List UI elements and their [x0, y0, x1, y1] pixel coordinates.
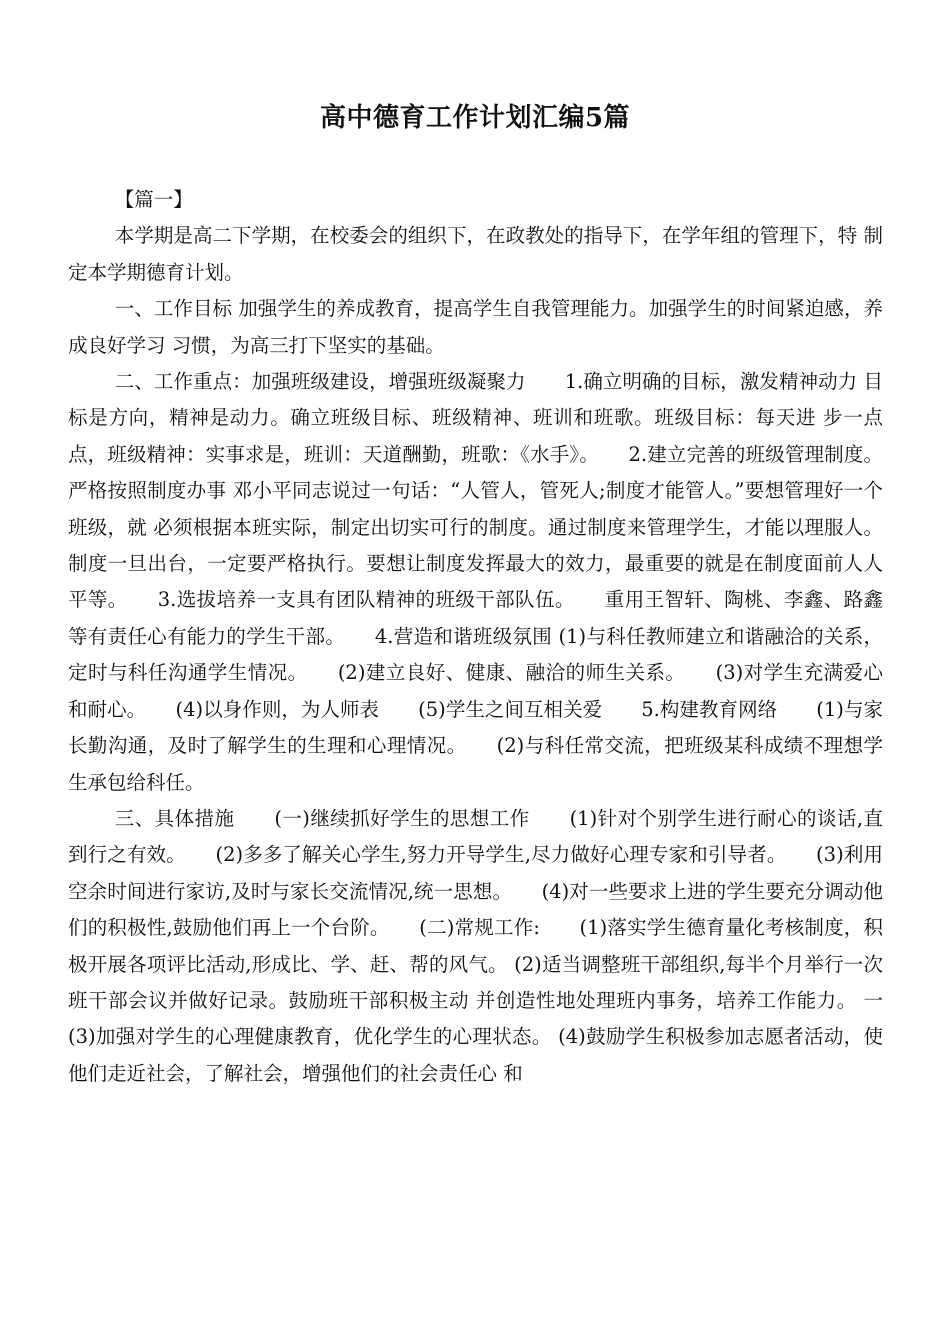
paragraph-intro: 本学期是高二下学期，在校委会的组织下，在政教处的指导下，在学年组的管理下，特 制定本学期德育计划。: [68, 224, 883, 284]
document-title: 高中德育工作计划汇编5篇: [319, 103, 631, 133]
section-heading: 【篇一】: [114, 188, 193, 211]
paragraph-measures: 三、具体措施 (一)继续抓好学生的思想工作 (1)针对个别学生进行耐心的谈话,直到行之有效。 (2)多多了解关心学生,努力开导学生,尽力做好心理专家和引导者。 (3)利用空余时间进行家访,及时与家长交流情况,统一思想。 (4)对一些要求上进的学生要充分调动他们的积极性,鼓励他们再上一个台阶。 (二)常规工作: (1)落实学生德育量化考核制度，积极开展各项评比活动,形成比、学、赶、帮的风气。 (2)适当调整班干部组织,每半个月举行一次班干部会议并做好记录。鼓励班干部积极主动 并创造性地处理班内事务，培养工作能力。 一 (3)加强对学生的心理健康教育，优化学生的心理状态。 (4)鼓励学生积极参加志愿者活动，使他们走近社会，了解社会，增强他们的社会责任心 和: [68, 806, 903, 1085]
paragraph-goals: 一、工作目标 加强学生的养成教育，提高学生自我管理能力。加强学生的时间紧迫感，养成良好学习 习惯，为高三打下坚实的基础。: [68, 297, 883, 357]
document-body: [68, 182, 903, 1092]
paragraph-key-points: 二、工作重点：加强班级建设，增强班级凝聚力 1.确立明确的目标，激发精神动力 目标是方向，精神是动力。确立班级目标、班级精神、班训和班歌。班级目标：每天进 步一点点，班级精神：实事求是，班训：天道酬勤，班歌：《水手》。 2.建立完善的班级管理制度。严格按照制度办事 邓小平同志说过一句话：“人管人，管死人;制度才能管人。”要想管理好一个班级，就 必须根据本班实际，制定出切实可行的制度。通过制度来管理学生，才能以理服人。 制度一旦出台，一定要严格执行。要想让制度发挥最大的效力，最重要的就是在制度面前人人平等。 3.选拔培养一支具有团队精神的班级干部队伍。 重用王智轩、陶桃、李鑫、路鑫等有责任心有能力的学生干部。 4.营造和谐班级氛围 (1)与科任教师建立和谐融洽的关系，定时与科任沟通学生情况。 (2)建立良好、健康、融洽的师生关系。 (3)对学生充满爱心和耐心。 (4)以身作则，为人师表 (5)学生之间互相关爱 5.构建教育网络 (1)与家长勤沟通，及时了解学生的生理和心理情况。 (2)与科任常交流，把班级某科成绩不理想学生承包给科任。: [68, 370, 883, 794]
